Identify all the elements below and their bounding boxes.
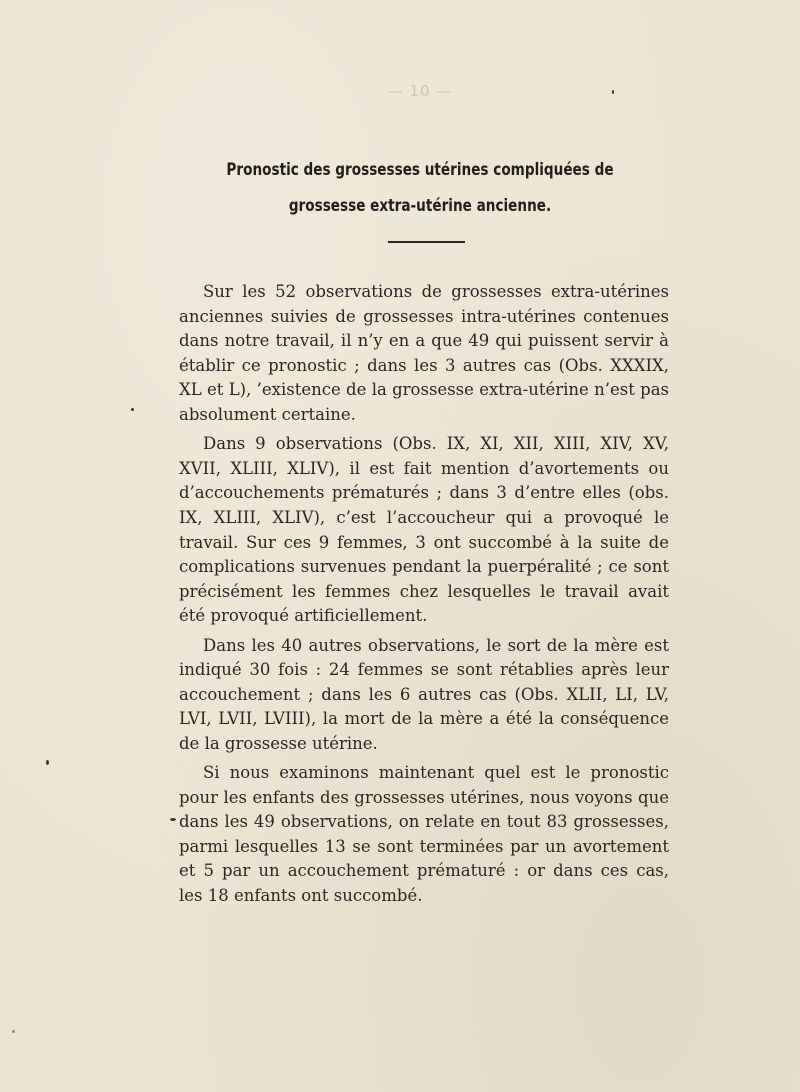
ink-speck	[12, 1030, 15, 1033]
section-title: Pronostic des grossesses utérines compliquées de grossesse extra-utérine ancienne.	[226, 160, 614, 216]
body-text	[179, 280, 669, 913]
paragraph: Si nous examinons maintenant quel est le pronostic pour les enfants des grossesses utérines, nous voyons que dans les 49 observations, on relate en tout 83 grossesses, parmi lesquelles 13 se sont terminées par un avortement et 5 par un accouchement prématuré : or dans ces cas, les 18 enfants ont succombé.	[179, 763, 669, 906]
paragraph: Sur les 52 observations de grossesses extra-utérines anciennes suivies de grossesses intra-utérines contenues dans notre travail, il n’y en a que 49 qui puissent servir à établir ce pronostic ; dans les 3 autres cas (Obs. XXXIX, XL et L), ’existence de la grossesse extra-utérine n’est pas absolument certaine.	[179, 282, 669, 424]
ink-speck	[170, 818, 176, 821]
paragraph: Dans les 40 autres observations, le sort de la mère est indiqué 30 fois : 24 femmes se sont rétablies après leur accouchement ; dans les 6 autres cas (Obs. XLII, LI, LV, LVI, LVII, LVIII), la mort de la mère a été la conséquence de la grossesse utérine.	[179, 635, 669, 753]
paragraph: Dans 9 observations (Obs. IX, XI, XII, XIII, XIV, XV, XVII, XLIII, XLIV), il est fait mention d’avortements ou d’accouchements prématurés ; dans 3 d’entre elles (obs. IX, XLIII, XLIV), c’est l’accoucheur qui a provoqué le travail. Sur ces 9 femmes, 3 ont succombé à la suite de complications survenues pendant la puerpéralité ; ce sont précisément les femmes chez lesquelles le travail avait été provoqué artificiellement.	[179, 434, 669, 626]
page-number: — 10 —	[387, 82, 453, 100]
title-separator-rule	[388, 241, 465, 243]
ink-speck	[612, 90, 614, 94]
ink-speck	[131, 408, 134, 411]
ink-speck	[46, 760, 49, 765]
